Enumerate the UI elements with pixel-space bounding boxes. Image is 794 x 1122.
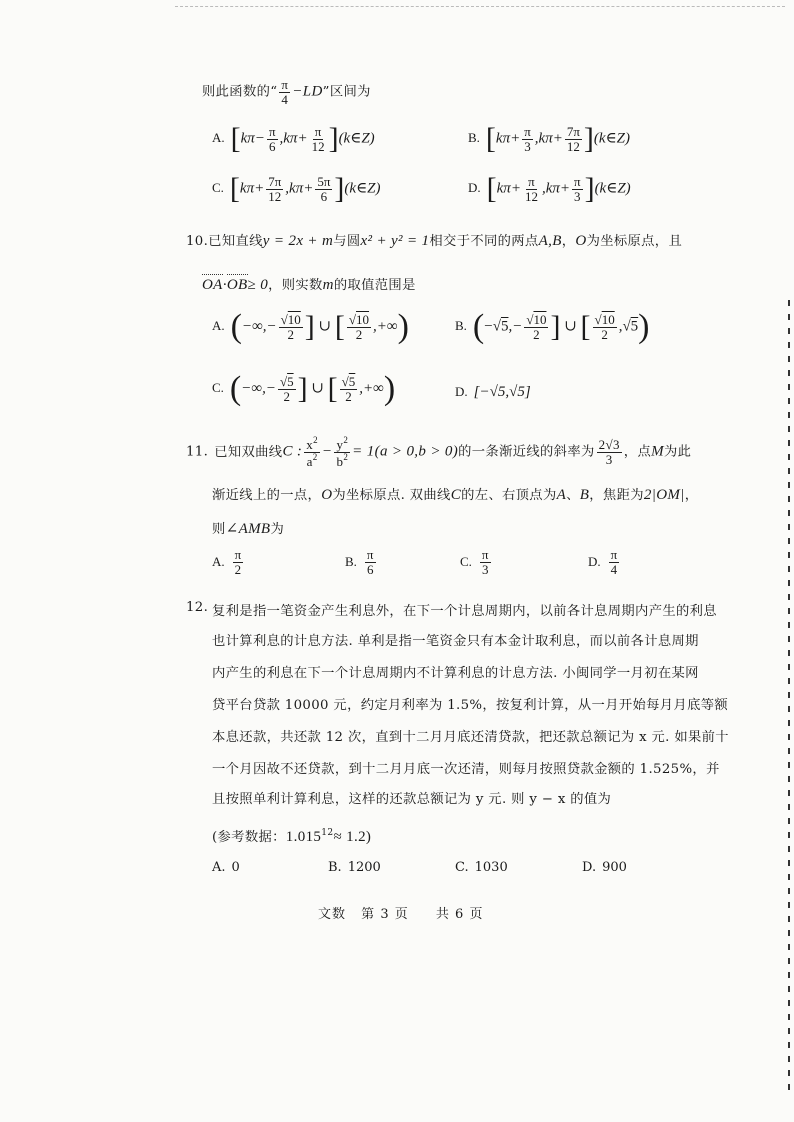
frac-num: 7π [268, 173, 282, 189]
q9-stem-mid: −LD [292, 83, 323, 100]
q11-number: 11. [186, 444, 209, 460]
page-footer [318, 903, 483, 922]
q11-text: ， [684, 488, 699, 503]
frac-den: 4 [610, 561, 618, 577]
scan-edge-top [175, 6, 785, 7]
dot-operator: · [222, 277, 227, 293]
q10-line1 [186, 230, 682, 250]
option-label: B. [345, 553, 357, 569]
option-label: C. [455, 860, 469, 875]
q12-line: 且按照单利计算利息，这样的还款总额记为 y 元. 则 y − x 的值为 [212, 792, 612, 807]
scan-edge-right [788, 300, 790, 1090]
option-value: 0 [231, 860, 240, 875]
q10-text: 已知直线 [208, 234, 263, 249]
option-label: D. [588, 553, 601, 569]
q9-stem-pre: 则此函数的“ [202, 84, 278, 100]
q10-points: A,B [538, 233, 562, 249]
slope-num: 2√3 [598, 437, 620, 452]
option-label: C. [212, 180, 224, 196]
footer-page-post: 页 [394, 907, 409, 922]
frac-den: 6 [320, 188, 328, 204]
frac-num: π [234, 547, 242, 562]
option-label: D. [455, 384, 468, 399]
q11-option-c[interactable] [460, 548, 493, 576]
q11-line2 [212, 484, 698, 504]
q12-line: 贷平台贷款 10000 元，约定月利率为 1.5%，按复利计算，从一月开始每月月底等额 [212, 698, 729, 713]
frac-num: π [573, 173, 581, 189]
q12-line: 本息还款，共还款 12 次，直到十二月月底还清贷款，把还款总额记为 x 元. 如果前十 [212, 730, 729, 745]
q11-text: 的左、右顶点为 [461, 488, 557, 503]
frac-den: 12 [524, 188, 538, 204]
option-part: ,kπ+ [279, 130, 308, 147]
q11-option-a[interactable] [212, 548, 245, 576]
q10-text: 的取值范围是 [333, 278, 416, 293]
q12-option-c[interactable] [455, 860, 508, 875]
q9-option-c[interactable]: C. [kπ+ $\frac{7\pi}{12}$ ,kπ+ $\frac{5\pi}{6}$ ](k∈Z) [212, 172, 381, 205]
option-value: 1200 [347, 860, 381, 875]
q12-option-a[interactable] [212, 860, 240, 875]
q12-number: 12. [186, 600, 209, 615]
q11-equation-tail: = 1(a > 0,b > 0) [352, 443, 459, 460]
frac-den: 12 [268, 188, 282, 204]
q11-text: 渐近线上的一点， [212, 488, 322, 503]
frac-num: π [268, 123, 276, 139]
q12-line: 复利是指一笔资金产生利息外，在下一个计息周期内，以前各计息周期内产生的利息 [212, 604, 717, 619]
option-part: kπ+ [495, 130, 521, 147]
q10-option-b[interactable]: B. (−√5,− $\frac{√10}{2}$ ] ∪ [ $\frac{√10}{2}$ ,√5) [455, 308, 650, 345]
option-label: C. [212, 380, 224, 396]
option-value: 900 [602, 860, 627, 875]
option-part: kπ+ [496, 180, 521, 197]
q10-number: 10. [186, 234, 209, 249]
option-label: A. [212, 130, 225, 146]
option-tail: (k∈Z) [338, 130, 375, 147]
q10-var-m: m [322, 277, 334, 293]
footer-page-number: 3 [380, 907, 390, 922]
q10-origin: O [575, 233, 587, 249]
q10-line-equation: y = 2x + m [262, 233, 334, 249]
q9-stem-frac-num: π [281, 77, 289, 92]
option-part: kπ− [240, 130, 265, 147]
frac-den: 3 [524, 138, 531, 154]
footer-total-post: 页 [469, 907, 484, 922]
q11-line3 [212, 518, 284, 538]
option-label: C. [460, 553, 472, 569]
q10-circle-equation: x² + y² = 1 [360, 233, 430, 249]
ref-pre: (参考数据： [212, 830, 286, 845]
q12-option-d[interactable] [582, 860, 627, 875]
ref-post: ≈ 1.2) [333, 829, 372, 845]
frac-den: 2 [234, 561, 242, 577]
q12-line: 内产生的利息在下一个计息周期内不计算利息的计息方法. 小闽同学一月初在某网 [212, 666, 699, 681]
q9-stem-frac-den: 4 [281, 91, 289, 107]
q9-stem-fraction [279, 78, 290, 106]
frac-num: π [481, 547, 489, 562]
frac-den: 12 [311, 138, 325, 154]
q12-reference-data [212, 826, 371, 846]
q10-text: 相交于不同的两点 [429, 234, 539, 249]
q11-text: 已知双曲线 [214, 444, 283, 460]
option-part: ,kπ+ [541, 180, 570, 197]
option-tail: (k∈Z) [593, 130, 631, 147]
option-label: B. [468, 130, 480, 146]
frac-num: π [366, 547, 374, 562]
q11-text: 为坐标原点. 双曲线 [332, 488, 451, 503]
q10-option-c[interactable]: C. (−∞,− $\frac{√5}{2}$ ] ∪ [ $\frac{√5}{2}$ ,+∞) [212, 370, 396, 407]
option-part: kπ+ [239, 180, 265, 197]
option-label: B. [328, 860, 342, 875]
frac-num: 5π [317, 173, 331, 189]
option-label: A. [212, 860, 226, 875]
q11-option-d[interactable] [588, 548, 621, 576]
q10-text: ， [561, 234, 576, 249]
q9-stem [202, 78, 371, 106]
q10-text: 为坐标原点，且 [586, 234, 683, 249]
q9-option-d[interactable]: D. [kπ+ $\frac{\pi}{12}$ ,kπ+ $\frac{\pi}{3}$ ](k∈Z) [468, 172, 631, 205]
q11-point-b: B [579, 487, 590, 503]
q11-point-a: A [556, 487, 567, 503]
option-part: ,kπ+ [285, 180, 314, 197]
option-text: [−√5,√5] [473, 384, 531, 400]
ref-exponent: 12 [321, 828, 334, 838]
q9-option-b[interactable]: B. [kπ+ $\frac{\pi}{3}$ ,kπ+ $\frac{7\pi}{12}$ ](k∈Z) [468, 122, 631, 155]
q11-text: 为此 [663, 444, 692, 460]
q10-text: 与圆 [333, 234, 361, 249]
q9-stem-post: ”区间为 [322, 84, 371, 100]
q11-text: 、 [566, 488, 580, 503]
q12-line: 一个月因故不还贷款，到十二月月底一次还清，则每月按照贷款金额的 1.525%，并 [212, 762, 720, 777]
q11-point-m: M [651, 443, 664, 460]
q9-option-a[interactable]: A. [kπ− $\frac{\pi}{6}$ ,kπ+ $\frac{\pi}{12}$ ](k∈Z) [212, 122, 375, 155]
vector-oa: OA [202, 277, 223, 293]
q11-text: ，焦距为 [589, 488, 644, 503]
footer-total-pre: 共 [435, 907, 450, 922]
q11-option-b[interactable] [345, 548, 378, 576]
q10-option-d[interactable] [455, 384, 531, 401]
option-part: ,kπ+ [534, 130, 563, 147]
q11-line1: 11. 已知双曲线C : $\frac{x^2}{a^2}$ − $\frac{y^2}{b^2}$ = 1(a > 0,b > 0)的一条渐近线的斜率为 $\frac{2√3}{3}$ ，点M为此 [186, 435, 692, 469]
q11-angle: ∠AMB [225, 521, 271, 537]
footer-subject: 文数 [318, 907, 347, 922]
q10-option-a[interactable]: A. (−∞,− $\frac{√10}{2}$ ] ∪ [ $\frac{√10}{2}$ ,+∞) [212, 308, 409, 345]
option-label: B. [455, 318, 467, 334]
option-label: A. [212, 318, 225, 334]
q11-text: 的一条渐近线的斜率为 [458, 444, 595, 460]
footer-total-number: 6 [455, 907, 465, 922]
q11-text: 为 [270, 522, 285, 537]
q10-line2 [202, 274, 416, 294]
frac-num: 7π [566, 123, 580, 139]
q10-text: ，则实数 [268, 278, 323, 293]
q11-text: 则 [212, 522, 226, 537]
q11-curve-name: C [450, 487, 462, 503]
q12-line: 也计算利息的计息方法. 单利是指一笔资金只有本金计取利息，而以前各计息周期 [212, 634, 699, 649]
option-tail: (k∈Z) [594, 180, 631, 197]
frac-num: π [528, 173, 535, 189]
frac-den: 3 [574, 188, 581, 204]
vector-ob: OB [226, 277, 248, 293]
frac-den: 12 [566, 138, 580, 154]
option-value: 1030 [474, 860, 508, 875]
frac-num: π [314, 123, 322, 139]
footer-page-pre: 第 [361, 907, 376, 922]
option-tail: (k∈Z) [344, 180, 381, 197]
option-label: D. [582, 860, 597, 875]
q11-curve-name: C : [282, 443, 303, 460]
ref-base: 1.015 [285, 829, 322, 845]
q11-origin: O [321, 487, 333, 503]
frac-num: π [610, 547, 618, 562]
frac-den: 3 [481, 561, 489, 577]
frac-den: 6 [268, 138, 276, 154]
q12-option-b[interactable] [328, 860, 381, 875]
option-label: A. [212, 553, 225, 569]
slope-den: 3 [605, 451, 613, 467]
q11-text: ，点 [623, 444, 652, 460]
frac-den: 6 [366, 561, 374, 577]
option-label: D. [468, 180, 481, 196]
q10-inequality: ≥ 0 [247, 277, 269, 293]
q11-focal-length: 2|OM| [643, 487, 685, 503]
frac-num: π [524, 123, 531, 139]
